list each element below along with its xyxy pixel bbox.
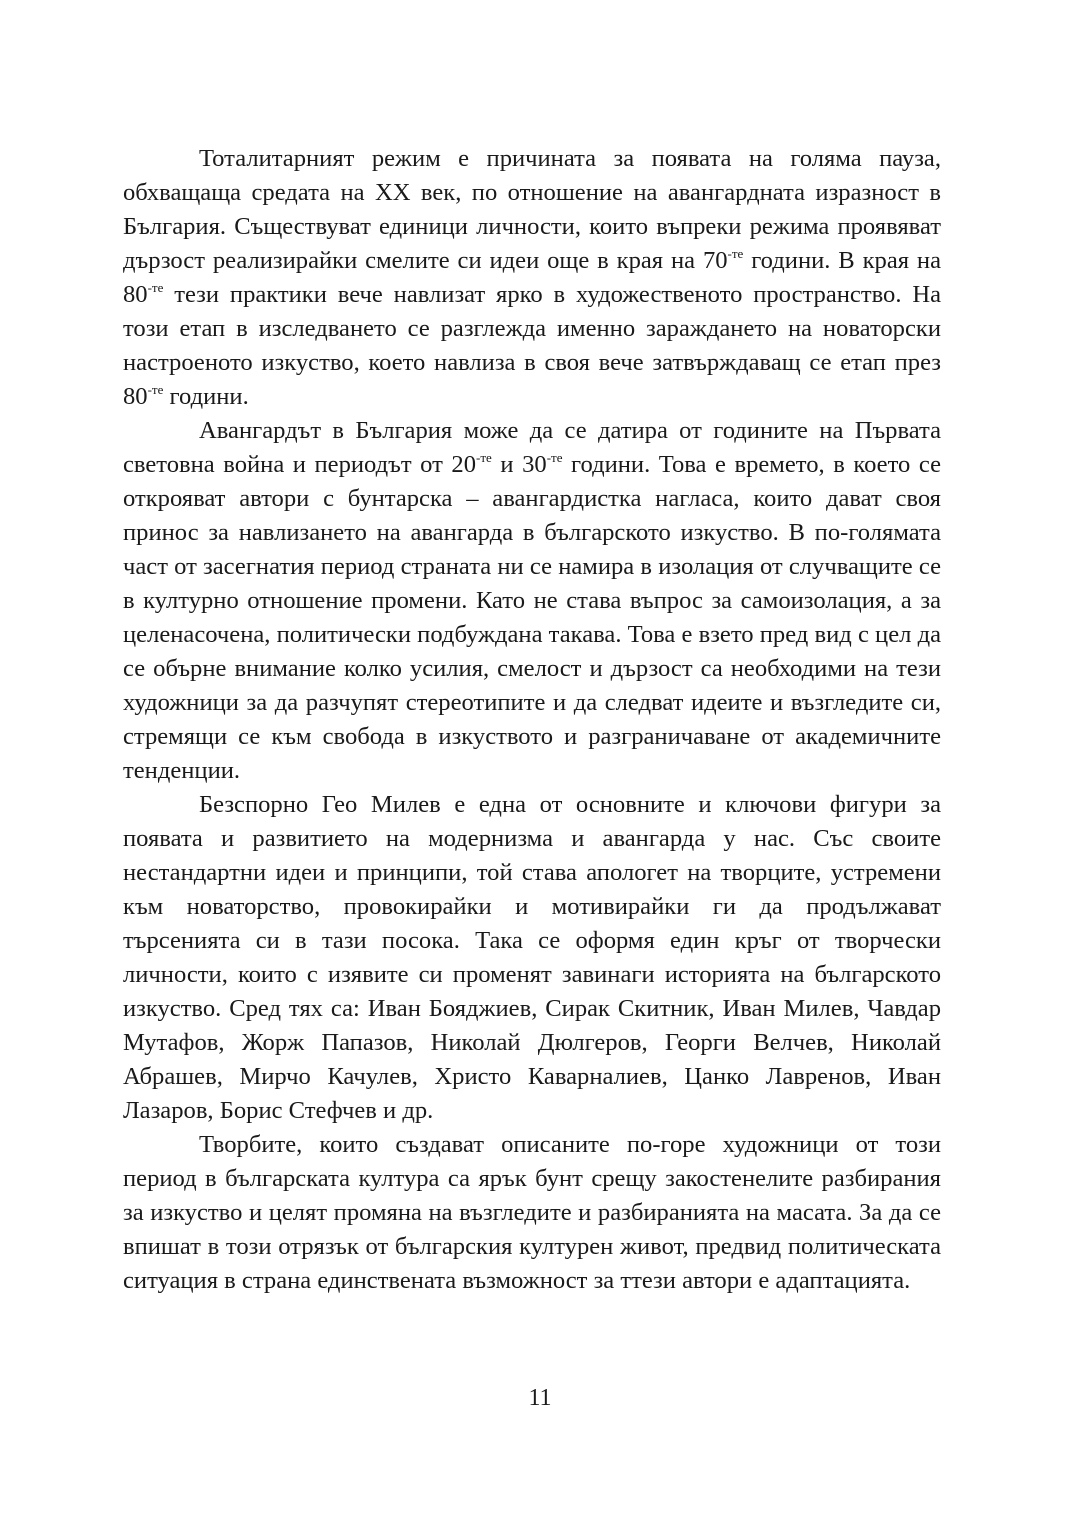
- paragraph-text: и 30: [491, 451, 547, 478]
- paragraph-text: години.: [163, 383, 249, 410]
- paragraph-text: години. В края на 80: [123, 247, 941, 308]
- paragraph-4: [123, 1128, 941, 1298]
- page-number: 11: [528, 1385, 552, 1411]
- document-body: [123, 142, 941, 1298]
- paragraph-1: [123, 142, 941, 414]
- superscript-suffix: -те: [476, 450, 492, 465]
- superscript-suffix: -те: [546, 450, 563, 465]
- superscript-suffix: -те: [727, 246, 744, 261]
- paragraph-2: [123, 414, 941, 788]
- superscript-suffix: -те: [147, 280, 164, 295]
- paragraph-text: Тоталитарният режим е причината за появата на голяма пауза, обхващаща средата на XX век, по отношение на авангардната изразност в България. Съществуват единици личности, които въпреки режима проявяват дързост реализирайки смелите си идеи още в края на 70: [123, 145, 941, 274]
- superscript-suffix: -те: [147, 382, 164, 397]
- paragraph-3: [123, 788, 941, 1128]
- paragraph-text: години. Това е времето, в което се открояват автори с бунтарска – авангардистка нагласа, които дават своя принос за навлизането на авангарда в българското изкуство. В по-голямата част от засегнатия период страната ни се намира в изолация от случващите се в културно отношение промени. Като не става въпрос за самоизолация, а за целенасочена, политически подбуждана такава. Това е взето пред вид с цел да се обърне внимание колко усилия, смелост и дързост са необходими на тези художници за да разчупят стереотипите и да следват идеите и възгледите си, стремящи се към свобода в изкуството и разграничаване от академичните тенденции.: [123, 451, 941, 784]
- paragraph-text: Безспорно Гео Милев е една от основните и ключови фигури за появата и развитието на модернизма и авангарда у нас. Със своите нестандартни идеи и принципи, той става апологет на творците, устремени към новаторство, провокирайки и мотивирайки ги да продължават търсенията си в тази посока. Така се оформя един кръг от творчески личности, които с изявите си променят завинаги историята на българското изкуство. Сред тях са: Иван Бояджиев, Сирак Скитник, Иван Милев, Чавдар Мутафов, Жорж Папазов, Николай Дюлгеров, Георги Велчев, Николай Абрашев, Мирчо Качулев, Христо Каварналиев, Цанко Лавренов, Иван Лазаров, Борис Стефчев и др.: [123, 791, 941, 1124]
- paragraph-text: Творбите, които създават описаните по-горе художници от този период в българската култура са ярък бунт срещу закостенелите разбирания за изкуство и целят промяна на възгледите и разбиранията на масата. За да се впишат в този отрязък от българския културен живот, предвид политическата ситуация в страна единствената възможност за ттези автори е адаптацията.: [123, 1131, 941, 1294]
- paragraph-text: тези практики вече навлизат ярко в художественото пространство. На този етап в изследването се разглежда именно зараждането на новаторски настроеното изкуство, което навлиза в своя вече затвърждаващ се етап през 80: [123, 281, 941, 410]
- paragraph-text: Авангардът в България може да се датира от годините на Първата световна война и периодът от 20: [123, 417, 941, 478]
